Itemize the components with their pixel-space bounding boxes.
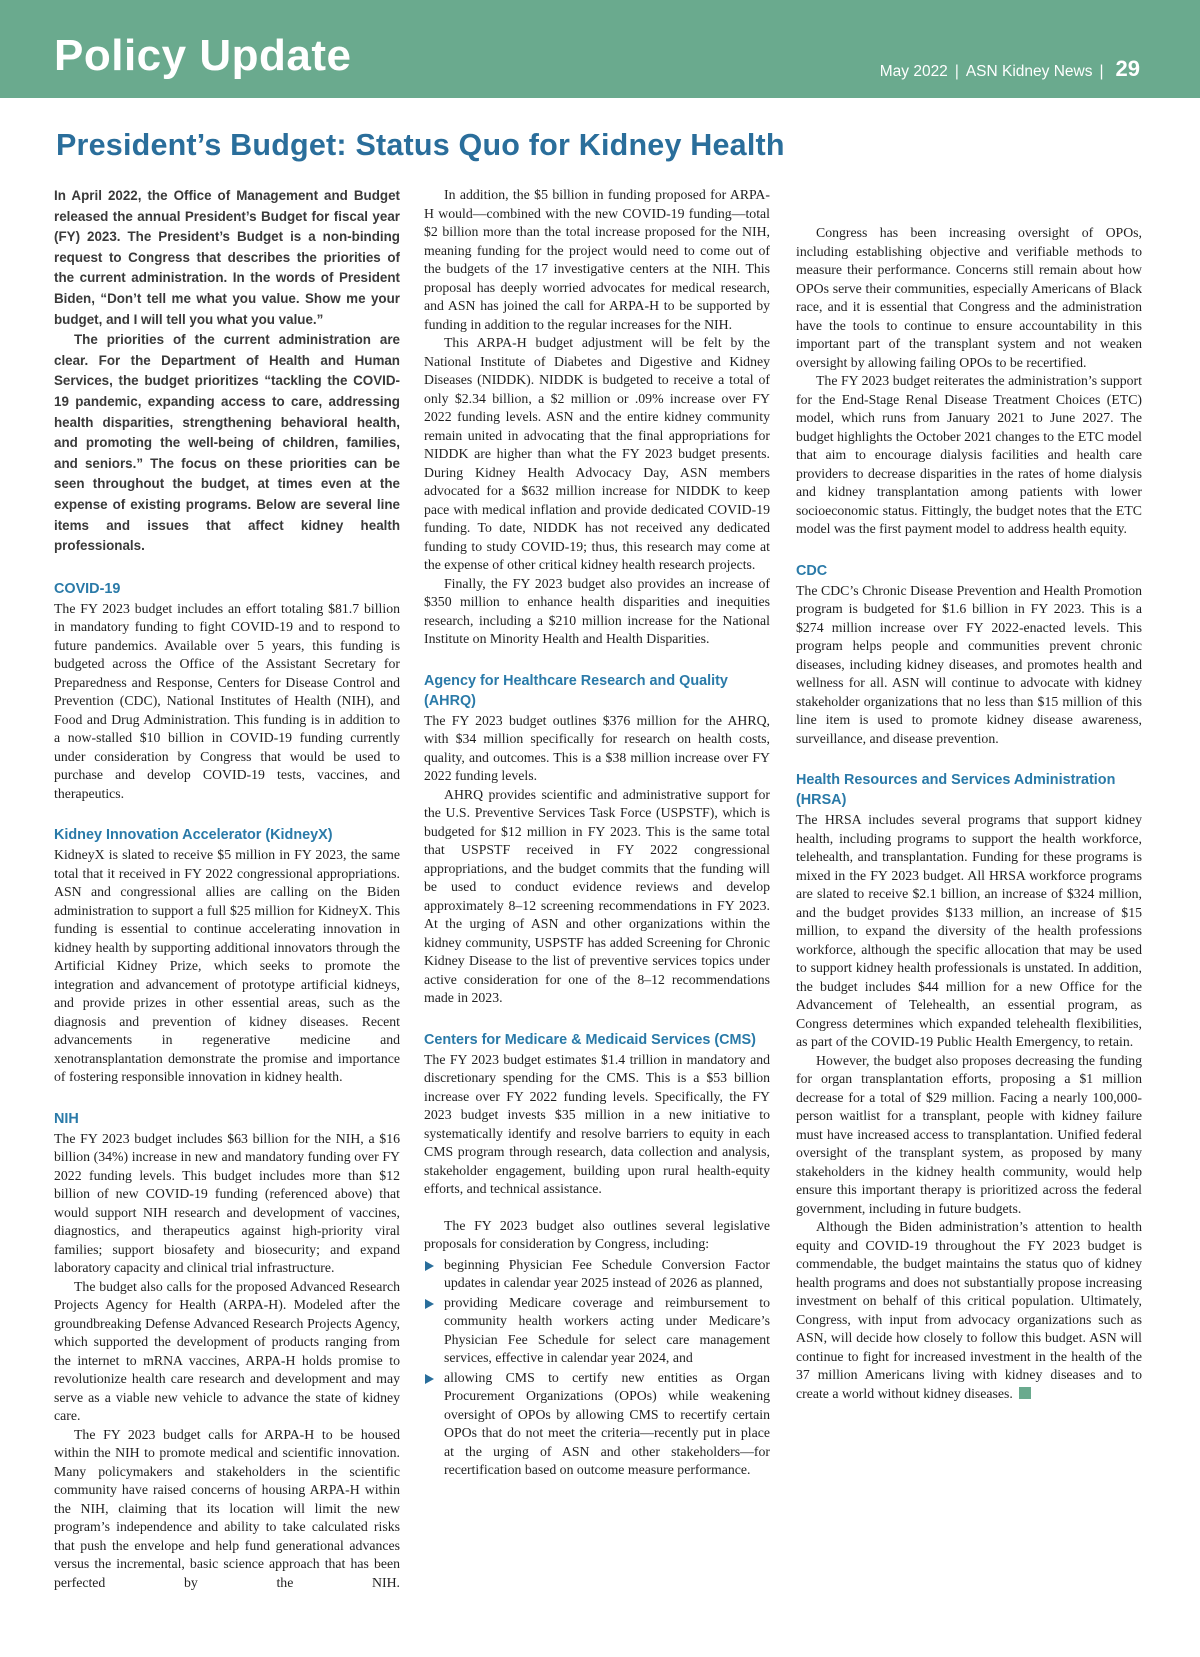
- cms-heading: Centers for Medicare & Medicaid Services (CMS): [424, 1031, 756, 1048]
- legislative-proposals-list: [424, 1256, 770, 1480]
- list-item-text: beginning Physician Fee Schedule Conversion Factor updates in calendar year 2025 instead of 2026 as planned,: [444, 1256, 770, 1290]
- body-paragraph: However, the budget also proposes decreasing the funding for organ transplantation efforts, proposing a $1 million decrease for a total of $29 million. Facing a nearly 100,000-person waitlist for a transplant, people with kidney failure must have increased access to transplantation. Unified federal oversight of the transplant system, as proposed by many stakeholders in the kidney health community, would help ensure this important therapy is prioritized across the federal government, including in future budgets.: [796, 1052, 1142, 1216]
- column-3: [796, 206, 1142, 1403]
- lead-paragraph: In April 2022, the Office of Management and Budget released the annual President’s Budget for fiscal year (FY) 2023. The President’s Budget is a non-binding request to Congress that describes the priorities of the current administration. In the words of President Biden, “Don’t tell me what you value. Show me your budget, and I will tell you what you value.”: [54, 188, 400, 327]
- body-paragraph: The CDC’s Chronic Disease Prevention and Health Promotion program is budgeted for $1.6 billion in FY 2023. This is a $274 million increase over FY 2022-enacted levels. This program helps people and communities prevent chronic diseases, including kidney diseases, and promotes health and wellness for all. ASN will continue to advocate with kidney stakeholder organizations that no less than $15 million of this line item is used to promote kidney disease awareness, surveillance, and disease prevention.: [796, 582, 1142, 746]
- body-paragraph: KidneyX is slated to receive $5 million in FY 2023, the same total that it received in FY 2022 congressional appropriations. ASN and congressional allies are calling on the Biden administration to support a full $25 million for KidneyX. This funding is essential to continue accelerating innovation in kidney health by supporting additional innovators through the Artificial Kidney Prize, which seeks to promote the integration and advancement of prototype artificial kidneys, and provide prizes in other essential areas, such as the diagnosis and prevention of kidney diseases. Recent advancements in regenerative medicine and xenotransplantation demonstrate the promise and importance of fostering responsible innovation in kidney health.: [54, 847, 400, 1085]
- covid-heading: COVID-19: [54, 580, 121, 597]
- list-item-text: allowing CMS to certify new entities as Organ Procurement Organizations (OPOs) while weakening oversight of OPOs by allowing CMS to recertify certain OPOs that do not meet the criteria—recently put in place at the urging of ASN and other stakeholders—for recertification based on outcome measure performance.: [444, 1369, 770, 1477]
- kidneyx-heading: Kidney Innovation Accelerator (KidneyX): [54, 827, 333, 844]
- page-separator: |: [1099, 63, 1104, 80]
- list-item: [424, 1294, 770, 1368]
- body-paragraph: In addition, the $5 billion in funding proposed for ARPA-H would—combined with the new COVID-19 funding—total $2 billion more than the total increase proposed for the NIH, meaning funding for the project would need to come out of the budgets of the 17 investigative centers at the NIH. This proposal has deeply worried advocates for medical research, and ASN has joined the call for ARPA-H to be supported by funding in addition to the regular increases for the NIH.: [424, 187, 770, 332]
- hrsa-heading: Health Resources and Services Administration (HRSA): [796, 772, 1116, 808]
- triangle-bullet-icon: [425, 1374, 434, 1384]
- header-band: [0, 0, 1200, 98]
- closing-text: Although the Biden administration’s attention to health equity and COVID-19 throughout the FY 2023 budget is commendable, the budget maintains the status quo of kidney health programs and does not substantially propose increasing investment on behalf of this critical population. Ultimately, Congress, with input from advocacy organizations such as ASN, will decide how closely to follow this budget. ASN will continue to fight for increased investment in the health of the 37 million Americans living with kidney diseases and to create a world without kidney diseases.: [796, 1219, 1142, 1401]
- body-paragraph: This ARPA-H budget adjustment will be felt by the National Institute of Diabetes and Digestive and Kidney Diseases (NIDDK). NIDDK is budgeted to receive a total of only $2.34 billion, a $2 million or .09% increase over FY 2022 funding levels. ASN and the entire kidney community remain united in advocating that the final appropriations for NIDDK are higher than what the FY 2023 budget presents. During Kidney Health Advocacy Day, ASN members advocated for a $632 million increase for NIDDK to keep pace with medical inflation and provide dedicated COVID-19 funding. To date, NIDDK has not received any dedicated funding to study COVID-19; thus, this research may come at the expense of other critical kidney health research projects.: [424, 335, 770, 572]
- list-item-text: providing Medicare coverage and reimbursement to community health workers acting under Medicare’s Physician Fee Schedule for select care management services, effective in calendar year 2024, and: [444, 1294, 770, 1365]
- cdc-heading: CDC: [796, 562, 828, 579]
- ahrq-heading: Agency for Healthcare Research and Quality (AHRQ): [424, 672, 728, 709]
- column-2: [424, 186, 770, 1481]
- body-paragraph: The HRSA includes several programs that support kidney health, including programs to support the health workforce, telehealth, and transplantation. Funding for these programs is mixed in the FY 2023 budget. All HRSA workforce programs are slated to receive $2.1 billion, an increase of $324 million, and the budget provides $133 million, an increase of $15 million, to expand the diversity of the health professions workforce, although the specific allocation that may be used to support kidney health professionals is unstated. In addition, the budget includes $44 million for a new Office for the Advancement of Telehealth, an essential program, as Congress determines which expanded telehealth flexibilities, as part of the COVID-19 Public Health Emergency, to retain.: [796, 812, 1142, 1049]
- nih-heading: NIH: [54, 1110, 79, 1127]
- body-paragraph: The budget also calls for the proposed Advanced Research Projects Agency for Health (ARPA-H). Modeled after the groundbreaking Defense Advanced Research Projects Agency, which supported the development of products ranging from the internet to mRNA vaccines, ARPA-H holds promise to revolutionize health care research and development and may serve as a viable new vehicle to advance the state of kidney care.: [54, 1278, 400, 1424]
- body-paragraph: The FY 2023 budget also outlines several legislative proposals for consideration by Congress, including:: [424, 1217, 770, 1251]
- section-title: Policy Update: [54, 31, 352, 80]
- publication-name: ASN Kidney News: [965, 63, 1093, 80]
- column-1: [54, 186, 400, 1592]
- triangle-bullet-icon: [425, 1299, 434, 1309]
- page-number: 29: [1115, 56, 1140, 81]
- body-paragraph: The FY 2023 budget estimates $1.4 trillion in mandatory and discretionary spending for the CMS. This is a $53 billion increase over FY 2022 funding levels. Specifically, the FY 2023 budget invests $35 million in a new initiative to systematically identify and resolve barriers to equity in each CMS program through research, data collection and analysis, stakeholder engagement, building upon rural health-equity efforts, and technical assistance.: [424, 1051, 770, 1196]
- body-paragraph: The FY 2023 budget includes an effort totaling $81.7 billion in mandatory funding to fight COVID-19 and to respond to future pandemics. Available over 5 years, this funding is budgeted across the Office of the Assistant Secretary for Preparedness and Response, Centers for Disease Control and Prevention (CDC), National Institutes of Health (NIH), and Food and Drug Administration. This funding is in addition to a now-stalled $10 billion in COVID-19 funding currently under consideration by Congress that would be used to purchase and develop COVID-19 tests, vaccines, and therapeutics.: [54, 600, 400, 801]
- article-title: President’s Budget: Status Quo for Kidney Health: [56, 128, 785, 162]
- body-paragraph: Congress has been increasing oversight of OPOs, including establishing objective and verifiable methods to measure their performance. Concerns still remain about how OPOs serve their communities, especially Americans of Black race, and it is essential that Congress and the administration have the tools to continue to ensure accountability in this important part of the transplant system and not weaken oversight by allowing failing OPOs to be recertified.: [796, 225, 1142, 370]
- body-paragraph: The FY 2023 budget reiterates the administration’s support for the End-Stage Renal Disease Treatment Choices (ETC) model, which runs from January 2021 to June 2027. The budget highlights the October 2021 changes to the ETC model that aim to encourage dialysis facilities and health care providers to decrease disparities in the rates of home dialysis and kidney transplantation among patients with lower socioeconomic status. Fittingly, the budget notes that the ETC model was the first payment model to address health equity.: [796, 373, 1142, 536]
- body-paragraph: The FY 2023 budget calls for ARPA-H to be housed within the NIH to promote medical and scientific innovation. Many policymakers and stakeholders in the scientific community have raised concerns of housing ARPA-H within the NIH, claiming that its location will limit the new program’s independence and ability to take calculated risks that push the envelope and help fund generational advances versus the incremental, basic science approach that has been perfected by the NIH.: [54, 1426, 400, 1590]
- list-item: [424, 1369, 770, 1480]
- body-paragraph: [796, 1218, 1142, 1403]
- end-of-article-icon: [1019, 1387, 1031, 1399]
- body-paragraph: Finally, the FY 2023 budget also provides an increase of $350 million to enhance health disparities and inequities research, including a $210 million increase for the National Institute on Minority Health and Health Disparities.: [424, 575, 770, 646]
- body-paragraph: AHRQ provides scientific and administrative support for the U.S. Preventive Services Task Force (USPSTF), which is budgeted for $12 million in FY 2023. This is the same total that USPSTF received in FY 2022 congressional appropriations, and the budget commits that the funding will be used to conduct evidence reviews and develop approximately 8–12 screening recommendations in FY 2023. At the urging of ASN and other organizations within the kidney community, USPSTF has added Screening for Chronic Kidney Disease to the list of preventive services topics under active consideration for one of the 8–12 recommendations made in 2023.: [424, 786, 770, 1005]
- issue-info: [880, 56, 1140, 82]
- lead-paragraph: The priorities of the current administration are clear. For the Department of Health and Human Services, the budget prioritizes “tackling the COVID-19 pandemic, expanding access to care, addressing health disparities, strengthening behavioral health, and promoting the well-being of children, families, and seniors.” The focus on these priorities can be seen throughout the budget, at times even at the expense of existing programs. Below are several line items and issues that affect kidney health professionals.: [54, 332, 400, 554]
- issue-date: May 2022: [879, 63, 948, 80]
- triangle-bullet-icon: [425, 1261, 434, 1271]
- body-paragraph: The FY 2023 budget includes $63 billion for the NIH, a $16 billion (34%) increase in new and mandatory funding over FY 2022 funding levels. This budget includes more than $12 billion of new COVID-19 funding (referenced above) that would support NIH research and development of vaccines, diagnostics, and therapeutics against high-priority viral families; support biosafety and biosecurity; and expand laboratory capacity and clinical trial infrastructure.: [54, 1130, 400, 1276]
- issue-separator: |: [954, 63, 959, 80]
- body-paragraph: The FY 2023 budget outlines $376 million for the AHRQ, with $34 million specifically for research on health costs, quality, and outcomes. This is a $38 million increase over FY 2022 funding levels.: [424, 712, 770, 783]
- list-item: [424, 1256, 770, 1293]
